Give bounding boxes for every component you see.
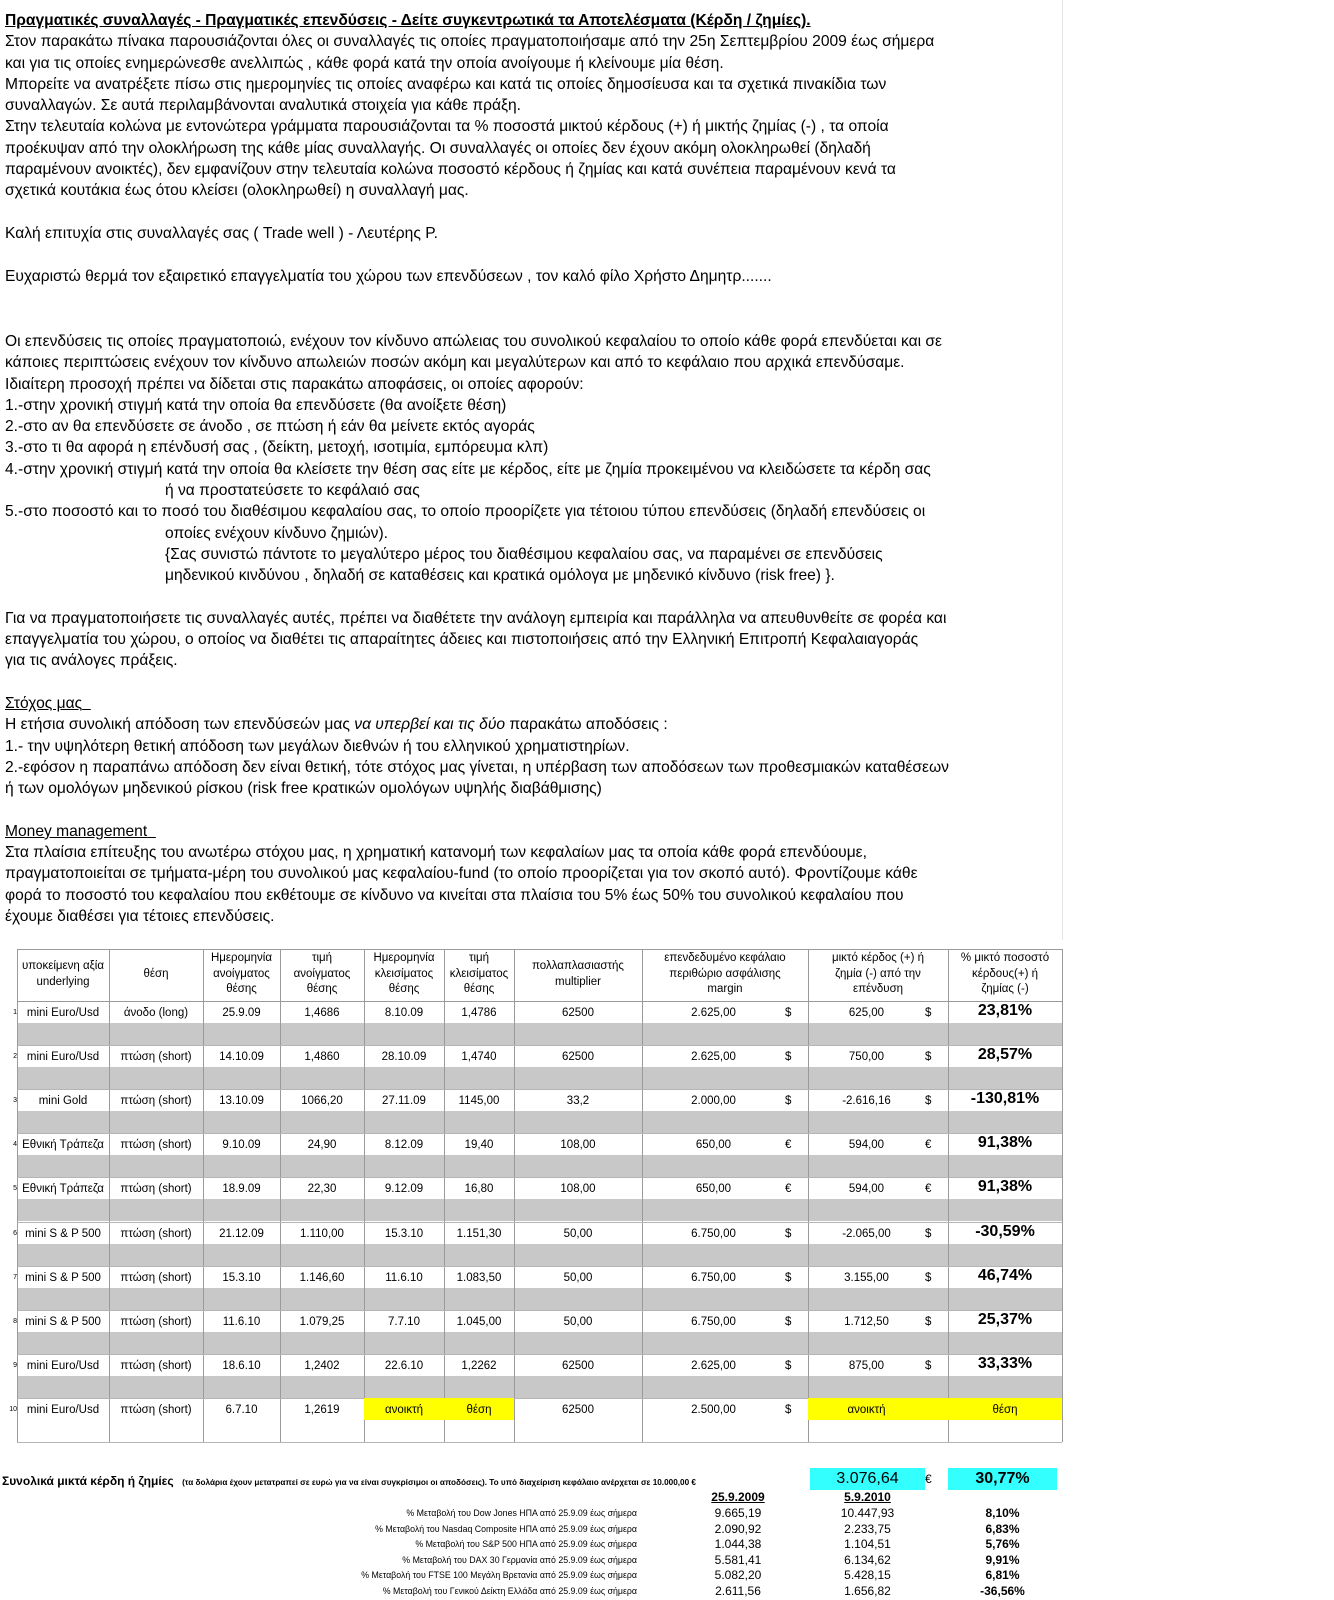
goal-item: ή των ομολόγων μηδενικού ρίσκου (risk free κρατικών ομολόγων υψηλής διαβάθμισης) [5, 780, 602, 798]
goal-line [5, 714, 949, 735]
intro-line: Στην τελευταία κολώνα με εντονώτερα γράμματα παρουσιάζονται τα % ποσοστά μικτού κέρδους (+) ή μικτής ζημίας (-) , τα οποία [5, 118, 889, 136]
risk-indent-line: {Σας συνιστώ πάντοτε το μεγαλύτερο μέρος του διαθέσιμου κεφαλαίου σας, να παραμένει σε επενδύσεις [165, 545, 883, 563]
row-band [17, 1288, 1062, 1310]
cell-close_price: 1,2262 [461, 1359, 497, 1372]
cell-cur1: $ [785, 1051, 792, 1064]
cell-pct: 25,37% [977, 1310, 1033, 1328]
cell-margin: 2.500,00 [691, 1403, 736, 1416]
row-band [17, 1376, 1062, 1398]
cell-open_price: 1,4860 [304, 1051, 340, 1064]
cell-close_price: 16,80 [464, 1183, 494, 1196]
cell-open_price: 1,2402 [304, 1359, 340, 1372]
grid-line [17, 1089, 1062, 1090]
cell-cur2: $ [925, 1007, 932, 1019]
cell-underlying: mini S & P 500 [25, 1271, 101, 1284]
cell-margin: 6.750,00 [691, 1271, 736, 1284]
cell-open_price: 1.079,25 [299, 1315, 345, 1328]
totals-currency: € [925, 1472, 932, 1486]
cell-n: 6 [13, 1229, 17, 1237]
cell-cur2: € [925, 1183, 932, 1196]
intro-line: σχετικά κουτάκια έως ότου κλείσει (ολοκληρωθεί) η συναλλαγή μας. [5, 182, 469, 200]
money-line: Στα πλαίσια επίτευξης του ανωτέρω στόχου μας, η χρηματική κατανομή των κεφαλαίων μας τα οποία κάθε φορά επενδύουμε, [5, 844, 867, 862]
column-header [808, 951, 948, 998]
cell-pnl: 750,00 [848, 1051, 885, 1064]
bench-pct: 9,91% [985, 1552, 1020, 1567]
goal-heading [5, 693, 949, 714]
cell-margin: 2.625,00 [691, 1007, 736, 1019]
cell-close_date: 7.7.10 [388, 1315, 420, 1328]
column-header [109, 967, 203, 983]
grid-line [1062, 949, 1063, 1442]
row-band [17, 1199, 1062, 1221]
cell-pnl: 3.155,00 [844, 1271, 889, 1284]
cell-open_date: 14.10.09 [219, 1051, 264, 1064]
cell-open_date: 18.9.09 [222, 1183, 261, 1196]
risk-indent-line: ή να προστατεύσετε το κεφάλαιό σας [165, 482, 420, 500]
cell-open_date: 13.10.09 [219, 1095, 264, 1108]
grid-line [17, 1133, 1062, 1134]
trades-table [9, 949, 1062, 1442]
bench-pct: 6,83% [985, 1521, 1020, 1536]
cell-multiplier: 33,2 [566, 1095, 590, 1108]
intro-block [5, 10, 934, 287]
cell-cur2: € [925, 1139, 932, 1152]
cell-pct: 91,38% [977, 1134, 1033, 1152]
cell-close_price: 1.045,00 [456, 1315, 502, 1328]
bench-pct: 5,76% [985, 1537, 1020, 1552]
totals-row [0, 1468, 1334, 1490]
bench-label: % Μεταβολή του Nasdaq Composite ΗΠΑ από 25.9.09 έως σήμερα [375, 1523, 637, 1534]
cell-close_date: 8.12.09 [384, 1139, 424, 1152]
cell-close_date: 9.12.09 [384, 1183, 424, 1196]
cell-cur1: $ [785, 1007, 792, 1019]
column-header-text: κλεισίματος [374, 967, 434, 980]
cell-pct: 46,74% [977, 1266, 1033, 1284]
cell-cur1: € [785, 1139, 792, 1152]
bench-date-from: 25.9.2009 [711, 1490, 765, 1504]
bench-pct: 8,10% [985, 1506, 1020, 1520]
grid-line [17, 949, 1062, 950]
bench-to: 2.233,75 [844, 1521, 891, 1536]
advice-line: επαγγελματία του χώρου, ο οποίος να διαθέτει τις απαραίτητες άδειες και πιστοποιήσεις από την Ελληνική Επιτροπή Κεφαλαιαγοράς [5, 631, 919, 649]
cell-multiplier: 50,00 [563, 1315, 593, 1328]
column-header-text: ανοίγματος [293, 967, 351, 980]
goal-line-post: παρακάτω αποδόσεις : [505, 716, 668, 734]
page-title: Πραγματικές συναλλαγές - Πραγματικές επενδύσεις - Δείτε συγκεντρωτικά τα Αποτελέσματα (Κέρδη / ζημίες). [5, 12, 811, 29]
goal-item: 1.- την υψηλότερη θετική απόδοση των μεγάλων διεθνών ή του ελληνικού χρηματιστηρίων. [5, 737, 630, 755]
row-band [17, 1155, 1062, 1177]
money-line: έχουμε διαθέσει για τέτοιες επενδύσεις. [5, 908, 275, 926]
bench-to: 1.656,82 [844, 1584, 891, 1598]
column-header-text: τιμή [311, 952, 333, 964]
cell-open_date: 21.12.09 [219, 1227, 264, 1240]
cell-position: πτώση (short) [120, 1139, 192, 1152]
totals-value: 3.076,64 [810, 1468, 925, 1490]
column-header [444, 951, 514, 998]
cell-n: 2 [13, 1053, 17, 1061]
cell-close_price: 1.083,50 [456, 1271, 502, 1284]
column-header-text: επένδυση [852, 983, 904, 995]
cell-multiplier: 62500 [562, 1051, 594, 1064]
column-header-text: κέρδους(+) ή [971, 967, 1038, 980]
risk-indent-line: οποίες ενέχουν κίνδυνο ζημιών). [165, 524, 389, 542]
column-header-text: θέσης [306, 983, 338, 995]
cell-position: πτώση (short) [120, 1227, 192, 1240]
cell-open_price: 1,2619 [304, 1403, 340, 1416]
column-header-text: ζημίας (-) [981, 983, 1029, 995]
column-header-text: μικτό κέρδος (+) ή [832, 952, 924, 964]
bench-label: % Μεταβολή του Dow Jones ΗΠΑ από 25.9.09 έως σήμερα [406, 1508, 637, 1518]
grid-line [17, 1266, 1062, 1267]
bench-from: 5.082,20 [714, 1568, 762, 1583]
cell-multiplier: 62500 [562, 1359, 594, 1372]
cell-pnl: -2.065,00 [842, 1227, 891, 1240]
risk-line: κάποιες περιπτώσεις ενέχουν τον κίνδυνο απωλειών ποσών ακόμη και μεγαλύτερων και από το κεφάλαιο που αρχικά επενδύσαμε. [5, 354, 905, 372]
row-band [17, 1023, 1062, 1045]
money-line: πραγματοποιείται σε τμήματα-μέρη του συνολικού μας κεφαλαίου-fund (το οποίο προορίζεται για τον σκοπό αυτό). Φροντίζουμε κάθε [5, 865, 918, 883]
cell-close_date: 22.6.10 [384, 1359, 424, 1372]
row-band [17, 1111, 1062, 1133]
bench-to: 1.104,51 [844, 1537, 891, 1552]
money-line: φορά το ποσοστό του κεφαλαίου που εκθέτουμε σε κίνδυνο να κινείται στα πλαίσια του 5% έως 50% του συνολικού κεφαλαίου που [5, 886, 904, 904]
bench-from: 1.044,38 [714, 1537, 762, 1552]
row-band [17, 1067, 1062, 1089]
totals-pct: 30,77% [948, 1468, 1057, 1490]
column-header [514, 959, 642, 990]
cell-open_price: 1,4686 [304, 1007, 340, 1019]
column-header [17, 959, 109, 990]
cell-n: 10 [9, 1405, 17, 1413]
cell-cur2: $ [925, 1095, 932, 1108]
column-header-text: κλεισίματος [449, 967, 509, 980]
intro-line: και για τις οποίες ενημερώνεσθε ανελλιπώς , κάθε φορά κατά την οποία ανοίγουμε ή κλείνουμε μία θέση. [5, 54, 724, 72]
column-header-text: ανοίγματος [213, 967, 270, 980]
goal-heading-text: Στόχος μας [5, 695, 83, 713]
column-header-text: τιμή [468, 952, 490, 964]
cell-underlying: mini Euro/Usd [26, 1007, 100, 1019]
cell-open_date: 9.10.09 [222, 1139, 261, 1152]
totals-note: (τα δολάρια έχουν μετατραπεί σε ευρώ για να είναι συγκρίσιμοι οι αποδόσεις). Το υπό διαχείριση κεφάλαιο ανέρχεται σε 10.000,00 € [182, 1478, 696, 1487]
cell-open_price: 1.110,00 [300, 1227, 344, 1240]
bench-from: 2.611,56 [715, 1584, 761, 1598]
bench-label: % Μεταβολή του FTSE 100 Μεγάλη Βρετανία από 25.9.09 έως σήμερα [361, 1570, 637, 1581]
column-header-text: υποκείμενη αξία [22, 960, 104, 972]
cell-cur2: $ [925, 1271, 932, 1284]
risk-line: Ιδιαίτερη προσοχή πρέπει να δίδεται στις παρακάτω αποφάσεις, οι οποίες αφορούν: [5, 375, 584, 393]
column-header-text: underlying [36, 975, 90, 988]
cell-open_date: 25.9.09 [222, 1007, 261, 1019]
column-header-text: ζημία (-) από την [835, 967, 921, 980]
cell-pct: 33,33% [977, 1354, 1033, 1372]
cell-underlying: mini S & P 500 [25, 1315, 101, 1328]
cell-close_price: 1,4740 [461, 1051, 497, 1064]
money-heading [5, 821, 949, 842]
column-header [280, 951, 364, 998]
bench-pct: -36,56% [980, 1584, 1025, 1598]
cell-position: πτώση (short) [120, 1359, 192, 1372]
intro-line: Στον παρακάτω πίνακα παρουσιάζονται όλες οι συναλλαγές τις οποίες πραγματοποιήσαμε από την 25η Σεπτεμβρίου 2009 έως σήμερα [5, 33, 935, 51]
column-header-text: Ημερομηνία [373, 952, 435, 964]
cell-pct: 91,38% [977, 1178, 1033, 1196]
cell-position: πτώση (short) [120, 1183, 192, 1196]
column-header-text: multiplier [554, 975, 601, 988]
risk-line: 4.-στην χρονική στιγμή κατά την οποία θα κλείσετε την θέση σας είτε με κέρδος, είτε με ζημία προκειμένου να κλειδώσετε τα κέρδη σας [5, 460, 931, 478]
cell-margin: 6.750,00 [691, 1227, 736, 1240]
column-header-text: % μικτό ποσοστό [960, 952, 1050, 964]
risk-line: 5.-στο ποσοστό και το ποσό του διαθέσιμου κεφαλαίου σας, το οποίο προορίζετε για τέτοιου τύπου επενδύσεις (δηλαδή επενδύσεις οι [5, 503, 926, 521]
intro-line: προέκυψαν από την ολοκλήρωση της κάθε μίας συναλλαγής. Οι συναλλαγές οι οποίες δεν έχουν ακόμη ολοκληρωθεί (δηλαδή [5, 139, 871, 157]
cell-position: πτώση (short) [120, 1095, 192, 1108]
grid-line [17, 1177, 1062, 1178]
cell-n: 4 [13, 1141, 17, 1149]
bench-label: % Μεταβολή του Γενικού Δείκτη Ελλάδα από 25.9.09 έως σήμερα [382, 1586, 637, 1596]
goal-item: 2.-εφόσον η παραπάνω απόδοση δεν είναι θετική, τότε στόχος μας γίνεται, η υπέρβαση των αποδόσεων των προθεσμιακών καταθέσεων [5, 758, 949, 776]
row-band [17, 1244, 1062, 1266]
column-header-text: θέσης [388, 983, 420, 995]
cell-margin: 2.000,00 [691, 1095, 736, 1108]
cell-underlying: mini Euro/Usd [26, 1359, 100, 1372]
cell-pnl: 594,00 [848, 1183, 885, 1196]
cell-pct: -130,81% [970, 1090, 1040, 1108]
cell-pnl: -2.616,16 [842, 1095, 891, 1108]
cell-n: 8 [13, 1317, 17, 1325]
cell-pnl: 594,00 [848, 1139, 885, 1152]
benchmarks-table [0, 1490, 1334, 1600]
cell-open_price: 24,90 [307, 1139, 337, 1152]
totals-label: Συνολικά μικτά κέρδη ή ζημίες [2, 1474, 174, 1488]
cell-n: 7 [13, 1273, 17, 1281]
cell-close_date: 15.3.10 [384, 1227, 424, 1240]
advice-line: Για να πραγματοποιήσετε τις συναλλαγές αυτές, πρέπει να διαθέτετε την ανάλογη εμπειρία και παράλληλα να απευθυνθείτε σε φορέα και [5, 609, 947, 627]
bench-label: % Μεταβολή του S&P 500 ΗΠΑ από 25.9.09 έως σήμερα [415, 1539, 637, 1550]
cell-cur2: $ [925, 1227, 932, 1240]
grid-line [17, 1222, 1062, 1223]
cell-open_price: 1066,20 [301, 1095, 343, 1108]
column-header-text: πολλαπλασιαστής [532, 960, 624, 972]
cell-pnl: 875,00 [848, 1359, 885, 1372]
intro-line: Μπορείτε να ανατρέξετε πίσω στις ημερομηνίες τις οποίες αναφέρω και κατά τις οποίες δημοσίευσα και τα σχετικά πινακίδια των [5, 75, 887, 93]
grid-line [17, 1310, 1062, 1311]
risk-indent-line: μηδενικού κινδύνου , δηλαδή σε καταθέσεις και κρατικά ομόλογα με μηδενικό κίνδυνο (risk free) }. [165, 567, 835, 585]
bench-to: 6.134,62 [844, 1552, 891, 1567]
cell-pct: θέση [992, 1403, 1018, 1416]
sheet-right-edge [1062, 0, 1063, 940]
cell-margin: 2.625,00 [691, 1051, 736, 1064]
bench-to: 10.447,93 [840, 1506, 895, 1520]
cell-multiplier: 62500 [562, 1007, 594, 1019]
cell-cur1: $ [785, 1095, 792, 1108]
cell-position: πτώση (short) [120, 1315, 192, 1328]
risk-line: 1.-στην χρονική στιγμή κατά την οποία θα επενδύσετε (θα ανοίξετε θέση) [5, 396, 507, 414]
intro-line: συναλλαγών. Σε αυτά περιλαμβάνονται αναλυτικά στοιχεία για κάθε πράξη. [5, 97, 521, 115]
bench-from: 9.665,19 [714, 1506, 762, 1520]
cell-open_date: 18.6.10 [222, 1359, 261, 1372]
cell-cur1: $ [785, 1359, 792, 1372]
cell-margin: 6.750,00 [691, 1315, 736, 1328]
cell-margin: 650,00 [695, 1183, 732, 1196]
cell-pct: -30,59% [975, 1222, 1035, 1240]
bench-from: 2.090,92 [714, 1521, 762, 1536]
goal-line-emphasis: να υπερβεί και τις δύο [354, 716, 506, 734]
cell-cur1: $ [785, 1403, 792, 1416]
cell-multiplier: 62500 [562, 1403, 594, 1416]
cell-multiplier: 50,00 [563, 1227, 593, 1240]
cell-n: 1 [13, 1009, 17, 1016]
cell-close_date: 11.6.10 [385, 1271, 423, 1284]
cell-cur2: $ [925, 1359, 932, 1372]
bench-pct: 6,81% [985, 1568, 1020, 1583]
cell-underlying: mini Euro/Usd [26, 1403, 100, 1416]
cell-close_price: θέση [466, 1403, 492, 1416]
risk-line: 2.-στο αν θα επενδύσετε σε άνοδο , σε πτώση ή εάν θα μείνετε εκτός αγοράς [5, 418, 535, 436]
column-header [948, 951, 1062, 998]
cell-cur1: $ [785, 1227, 792, 1240]
column-header [642, 951, 808, 998]
grid-line [17, 1442, 1062, 1443]
cell-open_price: 22,30 [307, 1183, 337, 1196]
column-header [364, 951, 444, 998]
cell-pct: 23,81% [977, 1002, 1033, 1019]
cell-position: πτώση (short) [120, 1051, 192, 1064]
bench-from: 5.581,41 [714, 1552, 762, 1567]
cell-multiplier: 50,00 [563, 1271, 593, 1284]
cell-margin: 2.625,00 [691, 1359, 736, 1372]
cell-underlying: Εθνική Τράπεζα [22, 1183, 104, 1196]
risk-line: 3.-στο τι θα αφορά η επένδυσή σας , (δείκτη, μετοχή, ισοτιμία, εμπόρευμα κλπ) [5, 439, 549, 457]
thanks-line: Ευχαριστώ θερμά τον εξαιρετικό επαγγελματία του χώρου των επενδύσεων , τον καλό φίλο Χρήστο Δημητρ....... [5, 267, 772, 285]
cell-underlying: mini Gold [38, 1095, 88, 1108]
cell-pnl: 1.712,50 [844, 1315, 889, 1328]
column-header-text: Ημερομηνία [211, 952, 272, 964]
cell-cur1: $ [785, 1271, 792, 1284]
cell-cur1: € [785, 1183, 792, 1196]
cell-underlying: Εθνική Τράπεζα [22, 1139, 104, 1152]
row-band [17, 1332, 1062, 1354]
bench-date-to: 5.9.2010 [844, 1490, 891, 1504]
cell-multiplier: 108,00 [560, 1139, 596, 1152]
cell-pnl: 625,00 [848, 1007, 885, 1019]
grid-line [17, 1045, 1062, 1046]
good-luck-line: Καλή επιτυχία στις συναλλαγές σας ( Trade well ) - Λευτέρης Ρ. [5, 224, 438, 242]
cell-n: 5 [13, 1185, 17, 1193]
risk-line: Οι επενδύσεις τις οποίες πραγματοποιώ, ενέχουν τον κίνδυνο απώλειας του συνολικού κεφαλαίου το οποίο κάθε φορά επενδύεται και σε [5, 333, 943, 350]
cell-pnl: ανοικτή [847, 1403, 886, 1416]
cell-underlying: mini S & P 500 [25, 1227, 101, 1240]
intro-line: παραμένουν ανοικτές), δεν εμφανίζουν στην τελευταία κολώνα ποσοστό κέρδους ή ζημίας και κατά συνέπεια παραμένουν κενά τα [5, 161, 896, 179]
grid-line [17, 1001, 1062, 1002]
cell-n: 9 [13, 1361, 17, 1369]
cell-close_price: 1.151,30 [456, 1227, 502, 1240]
cell-cur2: $ [925, 1315, 932, 1328]
cell-position: άνοδο (long) [123, 1007, 189, 1019]
cell-close_price: 1145,00 [458, 1095, 500, 1108]
cell-close_date: 28.10.09 [381, 1051, 427, 1064]
cell-pct: 28,57% [977, 1046, 1033, 1064]
cell-multiplier: 108,00 [560, 1183, 596, 1196]
column-header-text: θέσης [226, 983, 257, 995]
cell-open_date: 6.7.10 [225, 1403, 258, 1416]
cell-n: 3 [13, 1097, 17, 1105]
column-header-text: περιθώριο ασφάλισης [669, 967, 781, 980]
cell-open_price: 1.146,60 [299, 1271, 345, 1284]
cell-close_price: 19,40 [464, 1139, 494, 1152]
cell-close_date: 27.11.09 [382, 1095, 426, 1108]
bench-to: 5.428,15 [844, 1568, 891, 1583]
column-header-text: margin [707, 983, 743, 995]
column-header [203, 951, 280, 998]
cell-close_price: 1,4786 [461, 1007, 497, 1019]
bench-label: % Μεταβολή του DAX 30 Γερμανία από 25.9.09 έως σήμερα [402, 1554, 637, 1565]
cell-close_date: 8.10.09 [384, 1007, 424, 1019]
cell-cur2: $ [925, 1051, 932, 1064]
cell-margin: 650,00 [695, 1139, 732, 1152]
cell-close_date: ανοικτή [384, 1403, 424, 1416]
column-header-text: επενδεδυμένο κεφάλαιο [664, 952, 786, 964]
grid-line [17, 1354, 1062, 1355]
column-header-text: θέση [143, 968, 169, 980]
cell-open_date: 15.3.10 [222, 1271, 261, 1284]
cell-cur1: $ [785, 1315, 792, 1328]
cell-open_date: 11.6.10 [222, 1315, 261, 1328]
goal-line-pre: Η ετήσια συνολική απόδοση των επενδύσεών μας [5, 716, 355, 734]
money-heading-text: Money management [5, 822, 148, 840]
column-header-text: θέσης [463, 983, 495, 995]
cell-underlying: mini Euro/Usd [26, 1051, 100, 1064]
totals-label-wrap [2, 1472, 696, 1490]
cell-position: πτώση (short) [120, 1403, 192, 1416]
advice-line: για τις ανάλογες πράξεις. [5, 652, 178, 670]
risk-block [5, 331, 949, 927]
cell-position: πτώση (short) [120, 1271, 192, 1284]
